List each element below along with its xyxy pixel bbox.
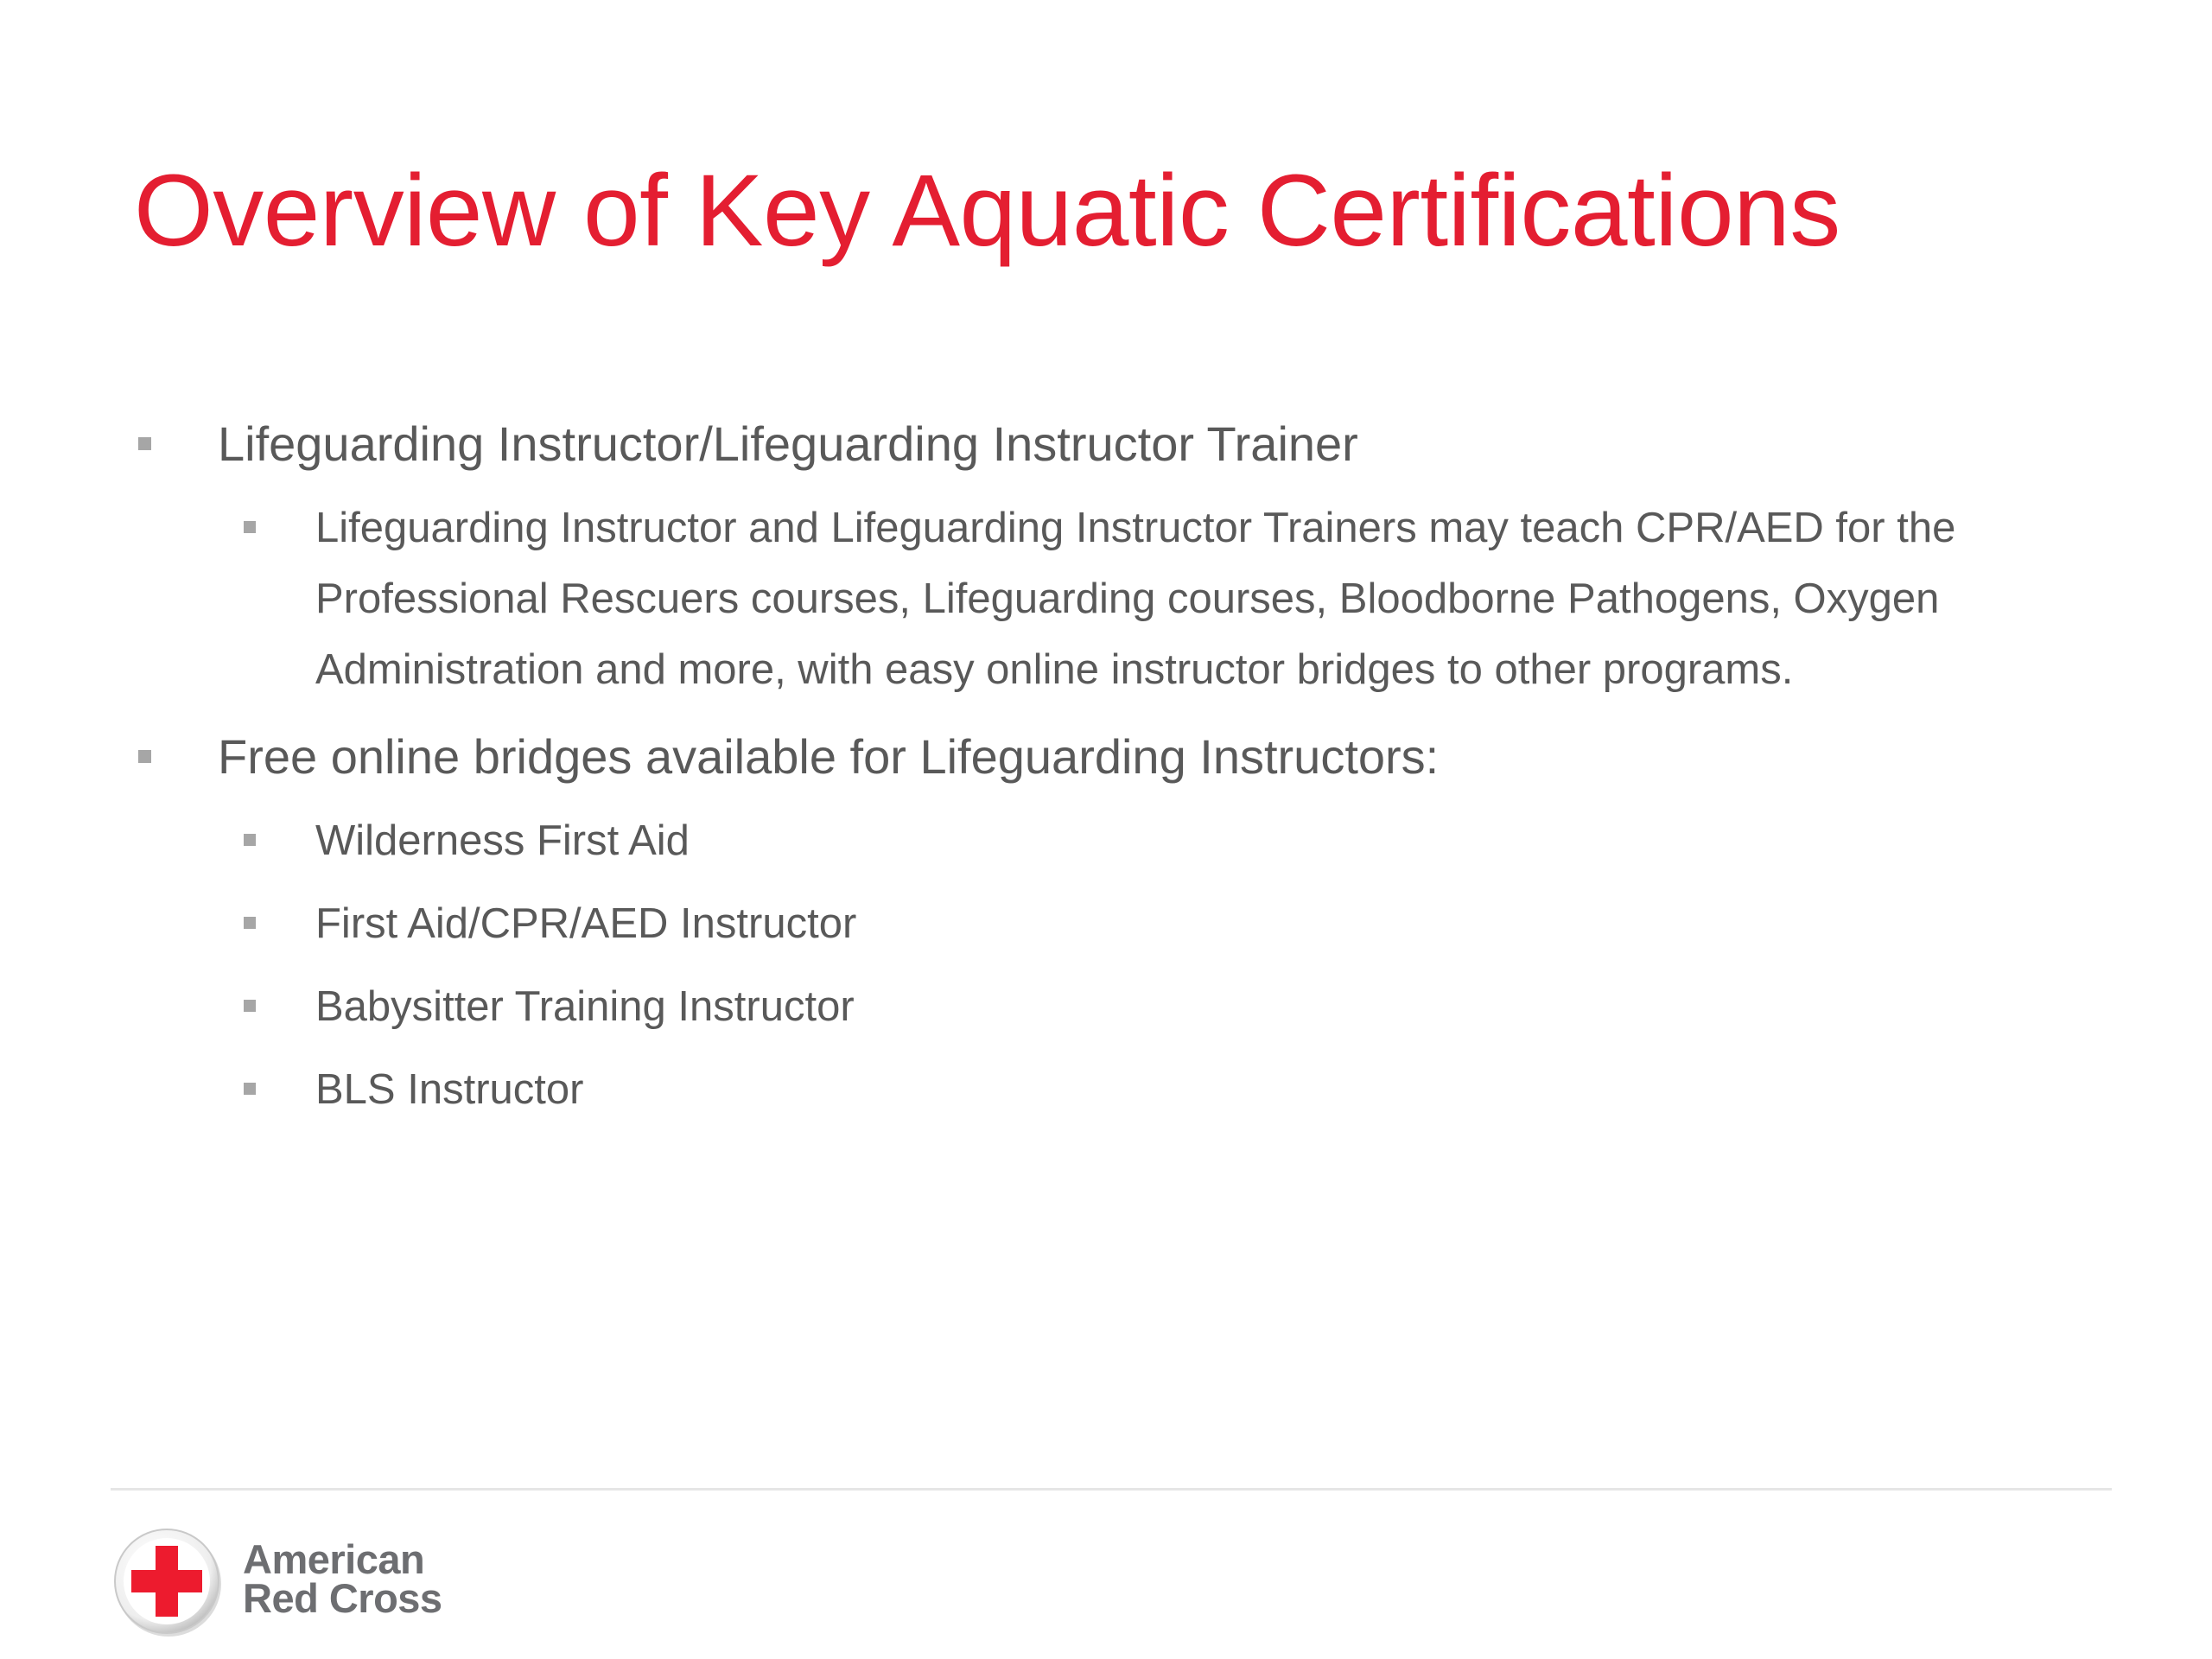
- logo-wordmark: [243, 1536, 442, 1621]
- square-bullet-icon: [244, 834, 256, 846]
- sub-bullet-item: [218, 971, 2069, 1042]
- slide-title: Overview of Key Aquatic Certifications: [134, 154, 1840, 268]
- bullet-text: Free online bridges available for Lifeguarding Instructors:: [218, 729, 1440, 784]
- logo-line-2: Red Cross: [243, 1575, 442, 1621]
- square-bullet-icon: [244, 521, 256, 533]
- bullet-item: [134, 726, 2069, 788]
- bullet-text: Lifeguarding Instructor/Lifeguarding Instructor Trainer: [218, 416, 1358, 471]
- sub-bullet-item: [218, 888, 2069, 959]
- square-bullet-icon: [244, 1000, 256, 1012]
- square-bullet-icon: [244, 1083, 256, 1095]
- slide-content: [134, 413, 2069, 1137]
- square-bullet-icon: [138, 437, 151, 450]
- sub-bullet-text: Lifeguarding Instructor and Lifeguarding Instructor Trainers may teach CPR/AED for the Professional Rescuers courses, Lifeguarding courses, Bloodborne Pathogens, Oxygen Administration and more, with easy online instructor bridges to other programs.: [315, 505, 1956, 693]
- sub-bullet-item: [218, 493, 2078, 705]
- sub-bullet-text: BLS Instructor: [315, 1066, 584, 1113]
- sub-bullet-item: [218, 805, 2069, 876]
- square-bullet-icon: [138, 750, 151, 763]
- footer-divider: [111, 1488, 2112, 1491]
- square-bullet-icon: [244, 917, 256, 929]
- red-cross-icon: [112, 1527, 225, 1639]
- bullet-item: [134, 413, 2069, 475]
- sub-bullet-text: First Aid/CPR/AED Instructor: [315, 900, 857, 947]
- sub-bullet-item: [218, 1054, 2069, 1125]
- logo-line-1: American: [243, 1536, 425, 1582]
- sub-bullet-text: Wilderness First Aid: [315, 817, 690, 864]
- sub-bullet-text: Babysitter Training Instructor: [315, 983, 855, 1030]
